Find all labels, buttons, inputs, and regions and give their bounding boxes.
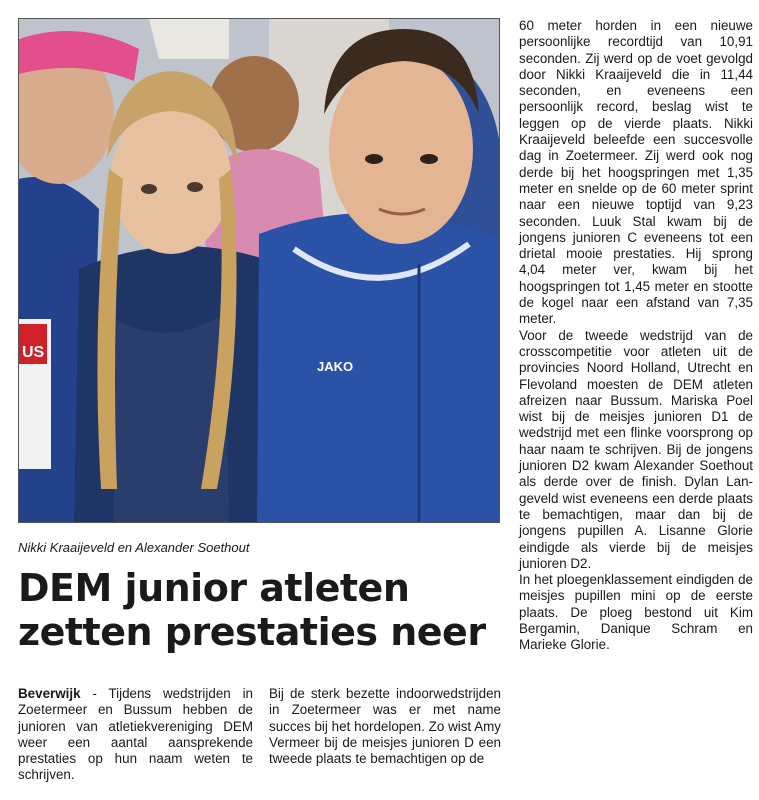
article-column-2-text: Bij de sterk bezette indoorwedstrijden in Zoetermeer was er met name succes bij het hordelopen. Zo wist Amy Vermeer bij de meisjes junioren D een tweede plaats te bemachtigen op de (269, 686, 501, 767)
boy-face (329, 54, 473, 244)
article-column-1-text: - Tijdens wedstrijden in Zoetermeer en Bussum hebben de junioren van atletiekvereniging DEM weer een aantal aansprekende prestaties op hun naam weten te schrijven. (18, 686, 253, 783)
article-column-1 (18, 686, 253, 784)
jacket-logo: JAKO (317, 359, 354, 374)
article-paragraph-3: In het ploegenklassement eindigden de meisjes pupillen mini op de eerste plaats. De ploeg bestond uit Kim Bergamin, Danique Schram en Marieke Glorie. (519, 572, 753, 653)
dateline: Beverwijk (18, 686, 81, 701)
article-paragraph-2: Voor de tweede wedstrijd van de crosscompetitie voor atleten uit de provincies Noord Holland, Utrecht en Flevoland moesten de DEM atleten afreizen naar Bussum. Mariska Poel wist bij de meisjes junioren D1 de wedstrijd met een flinke voorsprong op haar naam te schrijven. Bij de jongens junioren D2 kwam Alexander Soethout als derde over de finish. Dylan Langeveld wist eveneens een derde plaats te bemachtigen, maar dan bij de jongens pupillen A. Lisanne Glorie eindigde als vierde bij de meisjes junioren D2. (519, 327, 753, 571)
article-column-2 (269, 686, 501, 767)
headline (18, 566, 508, 654)
article-paragraph-1: 60 meter horden in een nieuwe persoonlijke recordtijd van 10,91 seconden. Zij werd op de voet gevolgd door Nikki Kraaijeveld die in 11,44 seconden, en eveneens een persoonlijk record, beslag wist te leggen op de vierde plaats. Nikki Kraaijeveld beleefde een succesvolle dag in Zoetermeer. Zij werd ook nog derde bij het hoogspringen met 1,35 meter en snelde op de 60 meter sprint naar een nieuwe toptijd van 9,23 seconden. Luuk Stal kwam bij de jongens junioren C eveneens tot een drietal mooie prestaties. Hij sprong 4,04 meter ver, kwam bij het hoogspringen tot 1,45 meter en stootte de kogel naar een afstand van 7,35 meter. (519, 18, 753, 327)
news-photo (18, 18, 500, 523)
article-column-3 (519, 18, 753, 654)
race-bib-text: US (22, 344, 45, 361)
photo-illustration (19, 19, 499, 522)
boy-jacket (257, 213, 499, 522)
headline-line-2: zetten prestaties neer (18, 610, 486, 654)
headline-line-1: DEM junior atleten (18, 566, 410, 610)
photo-caption: Nikki Kraaijeveld en Alexander Soethout (18, 540, 250, 555)
